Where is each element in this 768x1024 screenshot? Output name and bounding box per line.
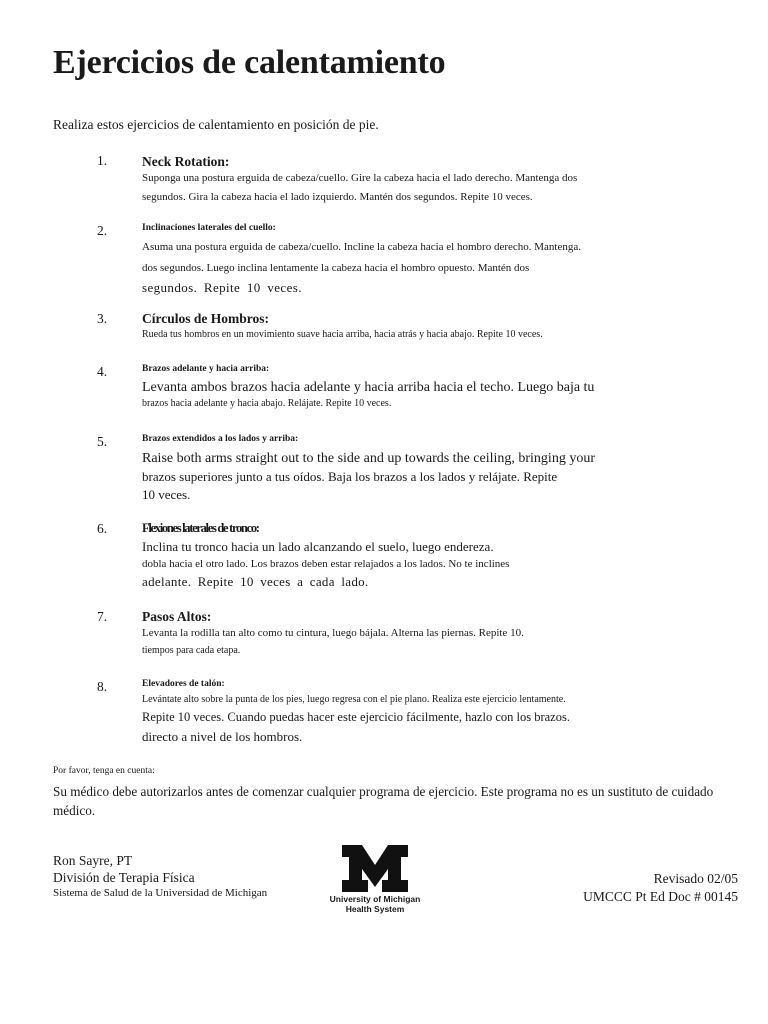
exercise-title: Flexiones laterales de tronco: xyxy=(142,521,259,535)
exercise-title: Círculos de Hombros: xyxy=(142,311,270,326)
health-system-name: Sistema de Salud de la Universidad de Michigan xyxy=(53,887,268,899)
exercise-line: dos segundos. Luego inclina lentamente la cabeza hacia el hombro opuesto. Mantén dos xyxy=(142,262,530,274)
exercise-line: Levántate alto sobre la punta de los pies, luego regresa con el pie plano. Realiza este ejercicio lentamente. xyxy=(142,694,566,705)
exercise-line: directo a nivel de los hombros. xyxy=(142,729,303,744)
exercise-number: 4. xyxy=(97,364,108,379)
exercise-title: Elevadores de talón: xyxy=(142,679,225,689)
footer-author-block xyxy=(53,852,267,901)
footer-doc-block xyxy=(583,870,738,906)
exercise-line: Asuma una postura erguida de cabeza/cuello. Incline la cabeza hacia el hombro derecho. Mantenga. xyxy=(142,241,581,253)
exercise-line: adelante. Repite 10 veces a cada lado. xyxy=(142,574,369,589)
document-number: UMCCC Pt Ed Doc # 00145 xyxy=(583,889,738,904)
exercise-line: dobla hacia el otro lado. Los brazos deben estar relajados a los lados. No te inclines xyxy=(142,558,510,570)
exercise-line: Levanta ambos brazos hacia adelante y hacia arriba hacia el techo. Luego baja tu xyxy=(142,380,595,395)
note-label: Por favor, tenga en cuenta: xyxy=(53,766,155,776)
exercise-line: segundos. Repite 10 veces. xyxy=(142,280,302,295)
exercise-line: segundos. Gira la cabeza hacia el lado izquierdo. Mantén dos segundos. Repite 10 veces. xyxy=(142,191,533,203)
exercise-line: 10 veces. xyxy=(142,487,191,502)
revision-date: Revisado 02/05 xyxy=(653,871,738,886)
exercise-title: Brazos adelante y hacia arriba: xyxy=(142,364,270,374)
exercise-number: 5. xyxy=(97,434,108,449)
division-name: División de Terapia Física xyxy=(53,870,195,885)
exercise-title: Neck Rotation: xyxy=(142,154,230,169)
exercise-line: Inclina tu tronco hacia un lado alcanzando el suelo, luego endereza. xyxy=(142,539,494,554)
logo-line: University of Michigan xyxy=(329,894,421,904)
exercise-number: 7. xyxy=(97,609,108,624)
note-text: Su médico debe autorizarlos antes de comenzar cualquier programa de ejercicio. Este programa no es un sustituto de cuidado médico. xyxy=(53,784,714,818)
block-m-icon xyxy=(342,845,408,892)
exercise-title: Pasos Altos: xyxy=(142,609,212,624)
exercise-line: Raise both arms straight out to the side and up towards the ceiling, bringing your xyxy=(142,451,595,466)
university-logo xyxy=(322,845,428,914)
exercise-line: Levanta la rodilla tan alto como tu cintura, luego bájala. Alterna las piernas. Repite 10. xyxy=(142,627,524,639)
exercise-line: Suponga una postura erguida de cabeza/cuello. Gire la cabeza hacia el lado derecho. Mantenga dos xyxy=(142,172,578,184)
exercise-number: 2. xyxy=(97,223,108,238)
exercise-line: Rueda tus hombros en un movimiento suave hacia arriba, hacia atrás y hacia abajo. Repite 10 veces. xyxy=(142,329,543,340)
exercise-line: Repite 10 veces. Cuando puedas hacer este ejercicio fácilmente, hazlo con los brazos. xyxy=(142,710,570,724)
exercise-number: 3. xyxy=(97,311,108,326)
author-name: Ron Sayre, PT xyxy=(53,853,133,868)
page-title: Ejercicios de calentamiento xyxy=(53,44,446,81)
exercise-line: brazos hacia adelante y hacia abajo. Relájate. Repite 10 veces. xyxy=(142,398,392,409)
exercise-title: Inclinaciones laterales del cuello: xyxy=(142,223,276,233)
intro-text: Realiza estos ejercicios de calentamiento en posición de pie. xyxy=(53,117,379,132)
exercise-number: 1. xyxy=(97,153,108,168)
exercise-title: Brazos extendidos a los lados y arriba: xyxy=(142,434,299,444)
exercise-number: 8. xyxy=(97,679,108,694)
logo-line: Health System xyxy=(345,904,405,914)
exercise-number: 6. xyxy=(97,521,108,536)
exercise-line: brazos superiores junto a tus oídos. Baja los brazos a los lados y relájate. Repite xyxy=(142,469,558,484)
exercise-line: tiempos para cada etapa. xyxy=(142,645,241,656)
